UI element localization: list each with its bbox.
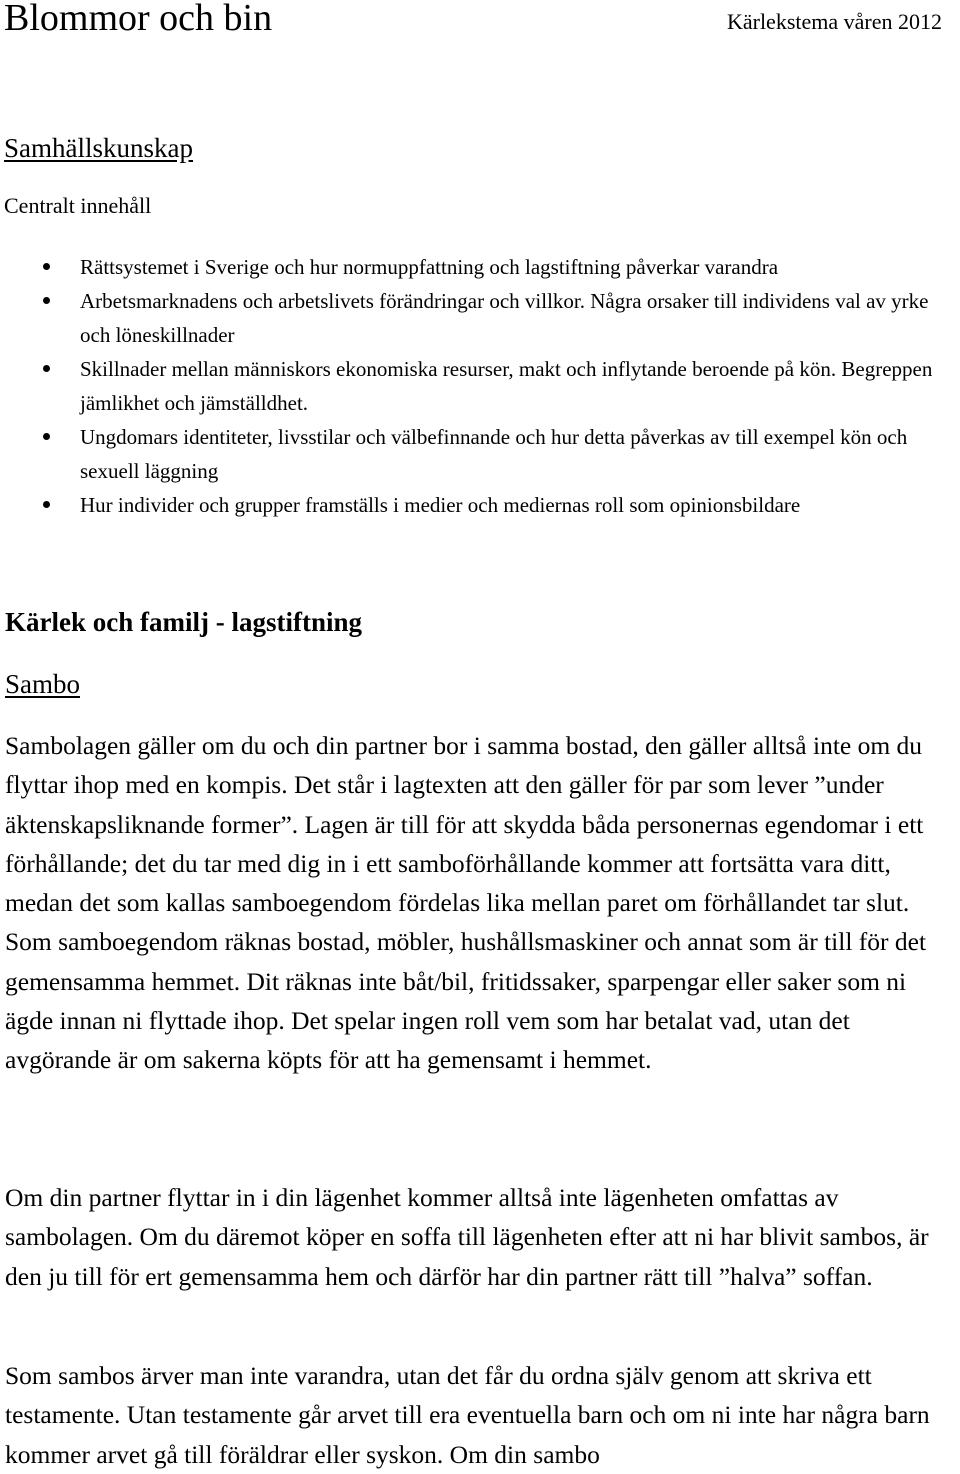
- central-content-label: Centralt innehåll: [4, 193, 152, 218]
- document-subtitle: Kärlekstema våren 2012: [726, 9, 942, 34]
- list-item: [0, 420, 940, 488]
- list-item: [0, 488, 940, 522]
- list-item: [0, 250, 940, 284]
- list-item-text: Arbetsmarknadens och arbetslivets förändringar och villkor. Några orsaker till individens val av yrke och löneskillnader: [80, 289, 929, 347]
- central-content-list: [0, 250, 960, 522]
- sub-heading: Sambo: [5, 669, 81, 699]
- list-item-text: Skillnader mellan människors ekonomiska resurser, makt och inflytande beroende på kön. Begreppen jämlikhet och jämställdhet.: [80, 357, 933, 415]
- document-title: Blommor och bin: [4, 0, 273, 39]
- page-header: [0, 0, 960, 48]
- paragraph: Om din partner flyttar in i din lägenhet kommer alltså inte lägenheten omfattas av sambolagen. Om du däremot köper en soffa till lägenheten efter att ni har blivit sambos, är den ju till för ert gemensamma hem och därför har din partner rätt till ”halva” soffan.: [5, 1183, 929, 1291]
- bullet-icon: [43, 501, 50, 508]
- bullet-icon: [43, 297, 50, 304]
- list-item: [0, 284, 940, 352]
- bullet-icon: [43, 365, 50, 372]
- list-item-text: Rättsystemet i Sverige och hur normuppfattning och lagstiftning påverkar varandra: [80, 255, 779, 279]
- list-item-text: Hur individer och grupper framställs i medier och mediernas roll som opinionsbildare: [80, 493, 801, 517]
- paragraph: Som sambos ärver man inte varandra, utan det får du ordna själv genom att skriva ett testamente. Utan testamente går arvet till era eventuella barn och om ni inte har några barn kommer arvet gå till föräldrar eller syskon. Om din sambo: [5, 1361, 930, 1469]
- paragraph: Sambolagen gäller om du och din partner bor i samma bostad, den gäller alltså inte om du flyttar ihop med en kompis. Det står i lagtexten att den gäller för par som lever ”under äktenskapsliknande former”. Lagen är till för att skydda båda personernas egendomar i ett förhållande; det du tar med dig in i ett samboförhållande kommer att fortsätta vara ditt, medan det som kallas samboegendom fördelas lika mellan paret om förhållandet tar slut. Som samboegendom räknas bostad, möbler, hushållsmaskiner och annat som är till för det gemensamma hemmet. Dit räknas inte båt/bil, fritidssaker, sparpengar eller saker som ni ägde innan ni flyttade ihop. Det spelar ingen roll vem som har betalat vad, utan det avgörande är om sakerna köpts för att ha gemensamt i hemmet.: [5, 731, 927, 1075]
- bullet-icon: [43, 433, 50, 440]
- list-item-text: Ungdomars identiteter, livsstilar och välbefinnande och hur detta påverkas av till exempel kön och sexuell läggning: [80, 425, 908, 483]
- subject-heading: Samhällskunskap: [4, 133, 193, 163]
- bullet-icon: [43, 263, 50, 270]
- list-item: [0, 352, 940, 420]
- section-heading: Kärlek och familj - lagstiftning: [5, 607, 362, 637]
